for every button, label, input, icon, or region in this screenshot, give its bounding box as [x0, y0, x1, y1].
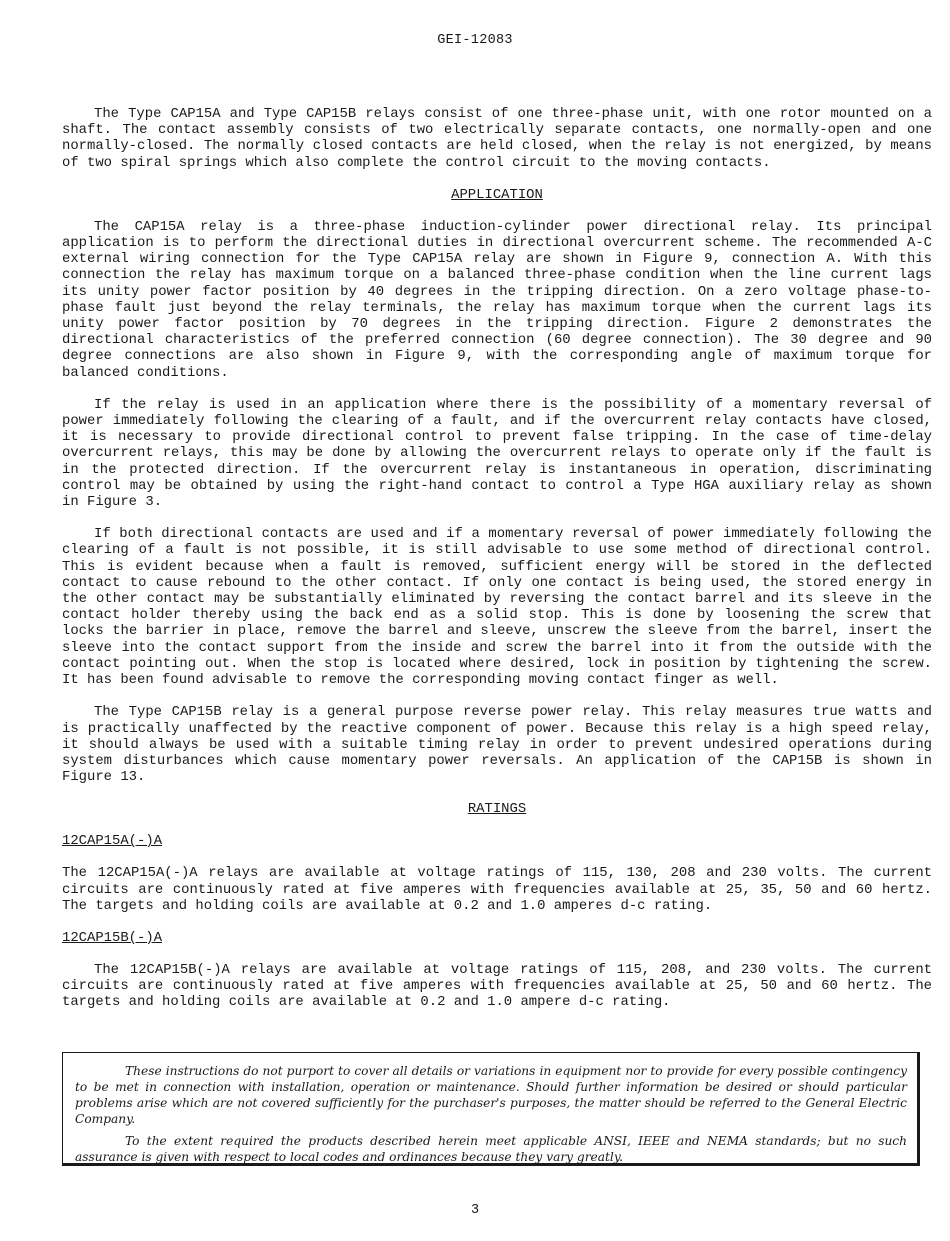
ratings-heading: RATINGS — [467, 801, 527, 818]
application-paragraph-3: If both directional contacts are used and if a momentary reversal of power immediately following the clearing of a fault is not possible, it is still advisable to use some method of directional control. This is evident because when a fault is removed, sufficient energy will be stored in the deflected contact to cause rebound to the other contact. If only one contact is being used, the stored energy in the other contact may be substantially eliminated by reversing the contact barrel and its sleeve in the contact holder thereby using the back end as a solid stop. This is done by loosening the screw that locks the barrier in place, remove the barrel and sleeve, unscrew the sleeve from the barrel, insert the sleeve into the contact support from the inside and screw the barrel into it from the outside with the contact pointing out. When the stop is located where desired, lock in position by tightening the screw. It has been found advisable to remove the corresponding moving contact finger as well. — [62, 526, 932, 689]
intro-paragraph: The Type CAP15A and Type CAP15B relays consist of one three-phase unit, with one rotor mounted on a shaft. The contact assembly consists of two electrically separate contacts, one normally-open and one normally-closed. The normally closed contacts are held closed, when the relay is not energized, by means of two spiral springs which also complete the control circuit to the moving contacts. — [62, 106, 932, 171]
document-number: GEI-12083 — [437, 33, 513, 48]
cap15b-ratings-title: 12CAP15B(-)A — [62, 929, 163, 946]
application-paragraph-4: The Type CAP15B relay is a general purpose reverse power relay. This relay measures true watts and is practically unaffected by the reactive component of power. Because this relay is a high speed relay, it should always be used with a suitable timing relay in order to prevent undesired operations during system disturbances which cause momentary power reversals. An application of the CAP15B is shown in Figure 13. — [62, 704, 932, 786]
document-body — [62, 106, 932, 1027]
application-paragraph-2: If the relay is used in an application where there is the possibility of a momentary reversal of power immediately following the clearing of a fault, and if the overcurrent relay contacts have closed, it is necessary to provide directional control to prevent false tripping. In the case of time-delay overcurrent relays, this may be done by allowing the overcurrent relays to operate only if the fault is in the protected direction. If the overcurrent relay is instantaneous in operation, discriminating control may be obtained by using the right-hand contact to control a Type HGA auxiliary relay as shown in Figure 3. — [62, 396, 932, 511]
cap15a-ratings-text: The 12CAP15A(-)A relays are available at voltage ratings of 115, 130, 208 and 230 volts. The current circuits are continuously rated at five amperes with frequencies available at 25, 35, 50 and 60 hertz. The targets and holding coils are available at 0.2 and 1.0 amperes d-c rating. — [62, 865, 932, 914]
disclaimer-paragraph-2: To the extent required the products described herein meet applicable ANSI, IEEE and NEMA standards; but no such assurance is given with respect to local codes and ordinances because they vary greatly. — [75, 1134, 907, 1164]
cap15a-ratings-title: 12CAP15A(-)A — [62, 833, 163, 850]
disclaimer-box — [62, 1052, 920, 1166]
page-number: 3 — [470, 1203, 480, 1218]
disclaimer-paragraph-1: These instructions do not purport to cover all details or variations in equipment nor to provide for every possible contingency to be met in connection with installation, operation or maintenance. Should further information be desired or should particular problems arise which are not covered sufficiently for the purchaser's purposes, the matter should be referred to the General Electric Company. — [75, 1064, 907, 1126]
application-heading: APPLICATION — [451, 186, 543, 203]
application-paragraph-1: The CAP15A relay is a three-phase induction-cylinder power directional relay. Its principal application is to perform the directional duties in directional overcurrent scheme. The recommended A-C external wiring connection for the Type CAP15A relay are shown in Figure 9, connection A. With this connection the relay has maximum torque on a balanced three-phase condition when the line current lags its unity power factor position by 40 degrees in the tripping direction. On a zero voltage phase-to-phase fault just beyond the relay terminals, the relay has maximum torque when the current lags its unity power factor position by 70 degrees in the tripping direction. Figure 2 demonstrates the directional characteristics of the preferred connection (60 degree connection). The 30 degree and 90 degree connections are also shown in Figure 9, with the corresponding angle of maximum torque for balanced conditions. — [62, 218, 932, 381]
cap15b-ratings-text: The 12CAP15B(-)A relays are available at voltage ratings of 115, 208, and 230 volts. The current circuits are continuously rated at five amperes with frequencies available at 25, 50 and 60 hertz. The targets and holding coils are available at 0.2 and 1.0 ampere d-c rating. — [62, 961, 932, 1011]
